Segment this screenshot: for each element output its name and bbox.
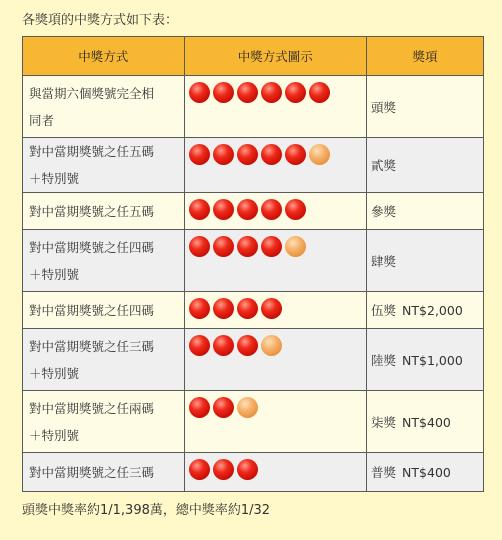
red-ball-icon xyxy=(213,459,234,480)
odds-footer: 頭獎中獎率約1/1,398萬，總中獎率約1/32 xyxy=(22,503,271,518)
table-row xyxy=(23,76,484,138)
prize-amount: NT$1,000 xyxy=(402,352,463,368)
red-ball-icon xyxy=(213,236,234,257)
red-ball-icon xyxy=(237,298,258,319)
balls-cell xyxy=(184,76,367,138)
red-ball-icon xyxy=(261,82,282,103)
table-row xyxy=(23,329,484,391)
prize-amount: NT$400 xyxy=(402,414,451,430)
intro-text: 各獎項的中獎方式如下表： xyxy=(22,13,179,28)
prize-cell xyxy=(367,329,484,391)
red-ball-icon xyxy=(213,298,234,319)
red-ball-icon xyxy=(237,335,258,356)
balls-cell xyxy=(184,453,367,492)
prize-cell xyxy=(367,138,484,193)
table-row xyxy=(23,391,484,453)
special-ball-icon xyxy=(261,335,282,356)
red-ball-icon xyxy=(237,144,258,165)
red-ball-icon xyxy=(213,82,234,103)
red-ball-icon xyxy=(189,144,210,165)
table-body xyxy=(23,76,484,492)
method-cell xyxy=(23,391,185,453)
balls-cell xyxy=(184,391,367,453)
red-ball-icon xyxy=(237,236,258,257)
prize-name: 肆獎 xyxy=(371,253,397,269)
method-line: 與當期六個獎號完全相 xyxy=(29,85,155,101)
method-cell xyxy=(23,76,185,138)
red-ball-icon xyxy=(237,82,258,103)
red-ball-icon xyxy=(189,298,210,319)
method-line: 對中當期獎號之任五碼 xyxy=(29,144,155,159)
balls-cell xyxy=(184,292,367,329)
balls-cell xyxy=(184,230,367,292)
red-ball-icon xyxy=(213,335,234,356)
prize-name: 參獎 xyxy=(371,204,397,219)
balls-cell xyxy=(184,138,367,193)
prize-cell xyxy=(367,230,484,292)
prize-cell xyxy=(367,292,484,329)
method-line: ＋特別號 xyxy=(29,266,80,282)
prize-name: 陸獎 xyxy=(371,352,397,368)
table-header-row xyxy=(23,37,484,76)
method-line: 對中當期獎號之任三碼 xyxy=(29,464,155,480)
red-ball-icon xyxy=(189,82,210,103)
table-row xyxy=(23,453,484,492)
balls-cell xyxy=(184,329,367,391)
red-ball-icon xyxy=(261,298,282,319)
prize-name: 普獎 xyxy=(371,465,397,480)
red-ball-icon xyxy=(237,459,258,480)
red-ball-icon xyxy=(261,199,282,220)
red-ball-icon xyxy=(237,199,258,220)
special-ball-icon xyxy=(309,144,330,165)
red-ball-icon xyxy=(285,144,306,165)
header-method: 中獎方式 xyxy=(23,37,185,76)
prize-table xyxy=(22,36,484,492)
red-ball-icon xyxy=(309,82,330,103)
prize-cell xyxy=(367,193,484,230)
balls-cell xyxy=(184,193,367,230)
method-cell xyxy=(23,230,185,292)
method-line: 對中當期獎號之任三碼 xyxy=(29,338,155,354)
method-line: 對中當期獎號之任兩碼 xyxy=(29,400,155,416)
red-ball-icon xyxy=(213,199,234,220)
special-ball-icon xyxy=(285,236,306,257)
method-cell xyxy=(23,193,185,230)
method-line: 對中當期獎號之任四碼 xyxy=(29,302,155,318)
red-ball-icon xyxy=(189,397,210,418)
special-ball-icon xyxy=(237,397,258,418)
method-cell xyxy=(23,453,185,492)
prize-amount: NT$400 xyxy=(402,465,451,480)
prize-name: 貳獎 xyxy=(371,158,397,173)
prize-cell xyxy=(367,453,484,492)
red-ball-icon xyxy=(285,82,306,103)
method-cell xyxy=(23,138,185,193)
red-ball-icon xyxy=(261,236,282,257)
method-line: 同者 xyxy=(29,112,55,128)
red-ball-icon xyxy=(189,199,210,220)
red-ball-icon xyxy=(213,397,234,418)
method-line: ＋特別號 xyxy=(29,171,80,186)
prize-amount: NT$2,000 xyxy=(402,303,463,318)
table-row xyxy=(23,193,484,230)
red-ball-icon xyxy=(189,236,210,257)
prize-name: 頭獎 xyxy=(371,99,397,115)
method-cell xyxy=(23,292,185,329)
red-ball-icon xyxy=(213,144,234,165)
table-row xyxy=(23,138,484,193)
table-row xyxy=(23,292,484,329)
method-line: ＋特別號 xyxy=(29,427,80,443)
prize-name: 柒獎 xyxy=(371,414,397,430)
method-line: 對中當期獎號之任四碼 xyxy=(29,239,155,255)
method-cell xyxy=(23,329,185,391)
red-ball-icon xyxy=(261,144,282,165)
prize-cell xyxy=(367,76,484,138)
prize-name: 伍獎 xyxy=(371,303,397,318)
table-row xyxy=(23,230,484,292)
header-prize: 獎項 xyxy=(367,37,484,76)
method-line: 對中當期獎號之任五碼 xyxy=(29,203,155,219)
red-ball-icon xyxy=(189,459,210,480)
method-line: ＋特別號 xyxy=(29,365,80,381)
red-ball-icon xyxy=(285,199,306,220)
red-ball-icon xyxy=(189,335,210,356)
header-illustration: 中獎方式圖示 xyxy=(184,37,367,76)
prize-cell xyxy=(367,391,484,453)
